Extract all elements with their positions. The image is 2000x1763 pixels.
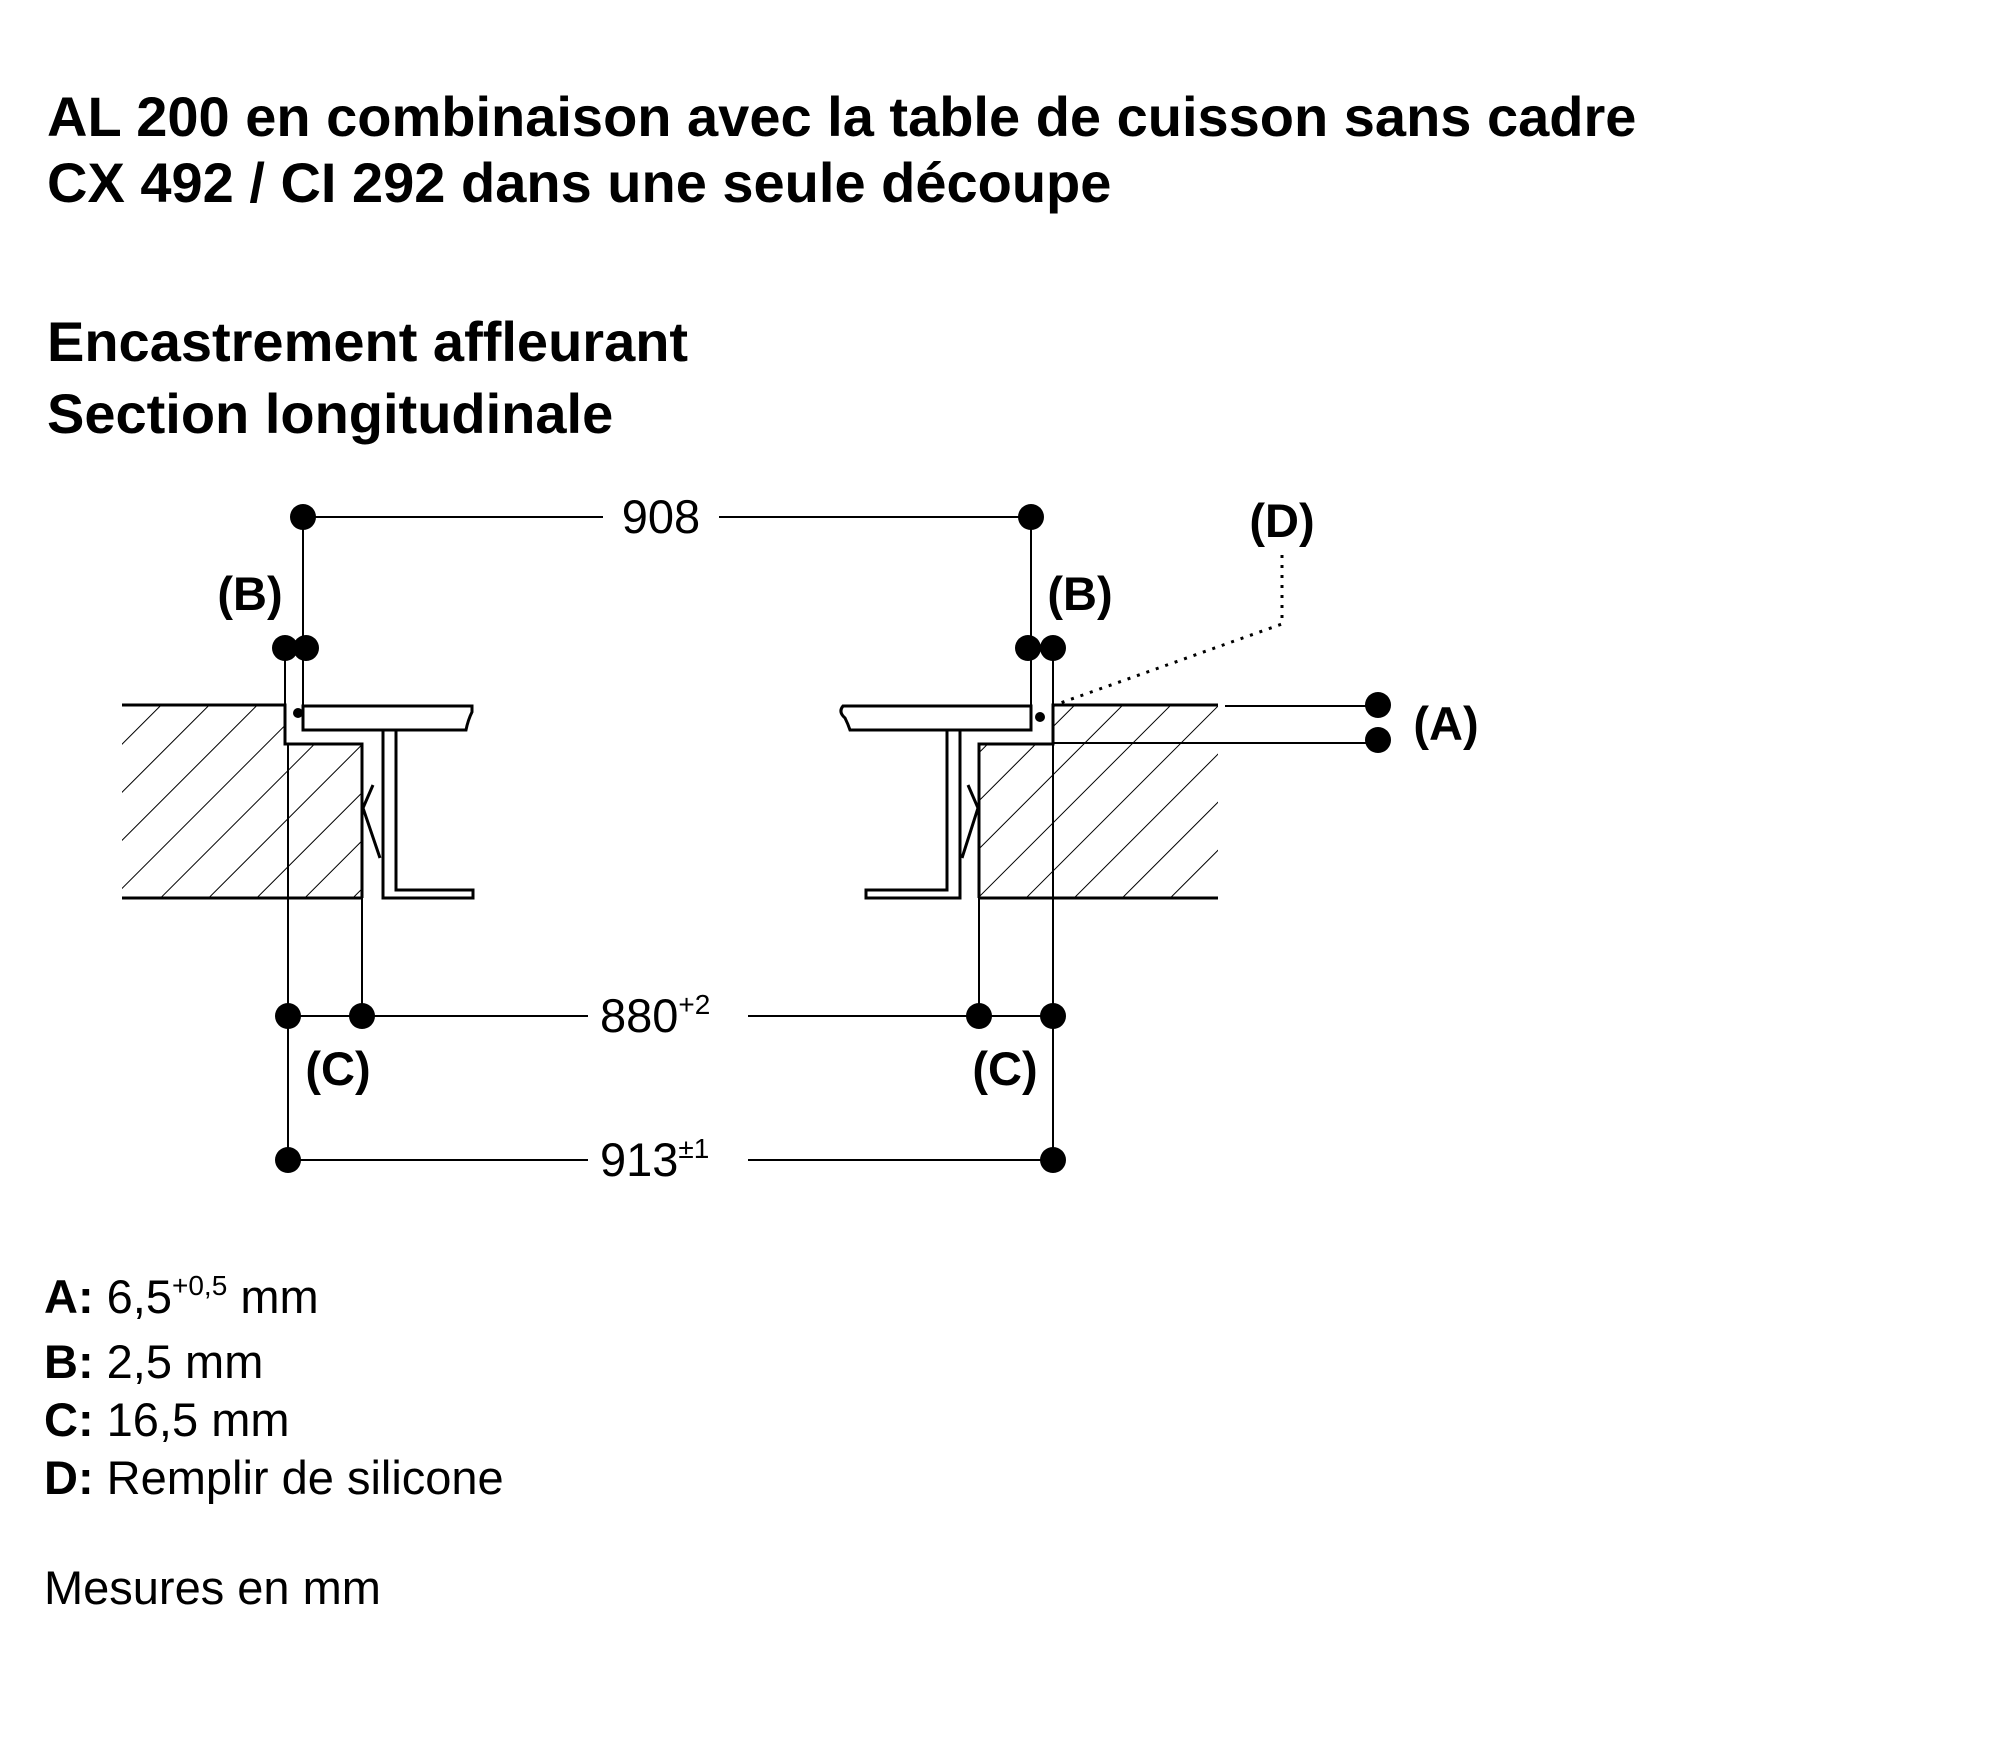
legend-key-b: B: <box>44 1335 94 1388</box>
legend <box>44 1268 504 1507</box>
title-line-1: AL 200 en combinaison avec la table de cuisson sans cadre <box>47 85 1637 148</box>
units-note: Mesures en mm <box>44 1561 381 1614</box>
marker-a: (A) <box>1413 697 1479 750</box>
legend-key-a: A: <box>44 1270 94 1323</box>
silicone-dot-right <box>1035 712 1045 722</box>
gap-b-right <box>1015 635 1066 705</box>
legend-value-c: 16,5 mm <box>106 1393 290 1446</box>
marker-c-right: (C) <box>972 1042 1038 1095</box>
legend-value-b: 2,5 mm <box>106 1335 264 1388</box>
legend-tolerance-a: +0,5 <box>172 1270 228 1301</box>
subtitle-line-1: Encastrement affleurant <box>47 310 689 373</box>
legend-row-b <box>44 1333 504 1391</box>
legend-row-c <box>44 1391 504 1449</box>
marker-b-right: (B) <box>1047 567 1113 620</box>
dimension-908-label: 908 <box>621 490 701 543</box>
dimension-913-label <box>600 1133 709 1186</box>
marker-b-left: (B) <box>217 567 283 620</box>
marker-c-left: (C) <box>305 1042 371 1095</box>
extension-lines-c <box>288 744 1053 1160</box>
dimension-913-tolerance: ±1 <box>678 1133 710 1164</box>
subtitle-line-2: Section longitudinale <box>47 382 614 445</box>
legend-unit-a: mm <box>227 1270 319 1323</box>
gap-b-left <box>272 635 319 705</box>
worktop-right <box>979 705 1218 898</box>
marker-d: (D) <box>1249 494 1315 547</box>
title-line-2: CX 492 / CI 292 dans une seule découpe <box>47 151 1112 214</box>
legend-value-a: 6,5 <box>106 1270 172 1323</box>
legend-row-d <box>44 1449 504 1507</box>
legend-key-c: C: <box>44 1393 94 1446</box>
dimension-880-tolerance: +2 <box>678 989 711 1020</box>
legend-key-d: D: <box>44 1451 94 1504</box>
dimension-913-value: 913 <box>600 1133 679 1186</box>
dimension-880-value: 880 <box>600 989 679 1042</box>
worktop-left <box>122 705 362 898</box>
silicone-dot-left <box>293 708 303 718</box>
legend-row-a <box>44 1268 504 1333</box>
legend-value-d: Remplir de silicone <box>106 1451 504 1504</box>
dimension-880-label <box>600 989 710 1042</box>
